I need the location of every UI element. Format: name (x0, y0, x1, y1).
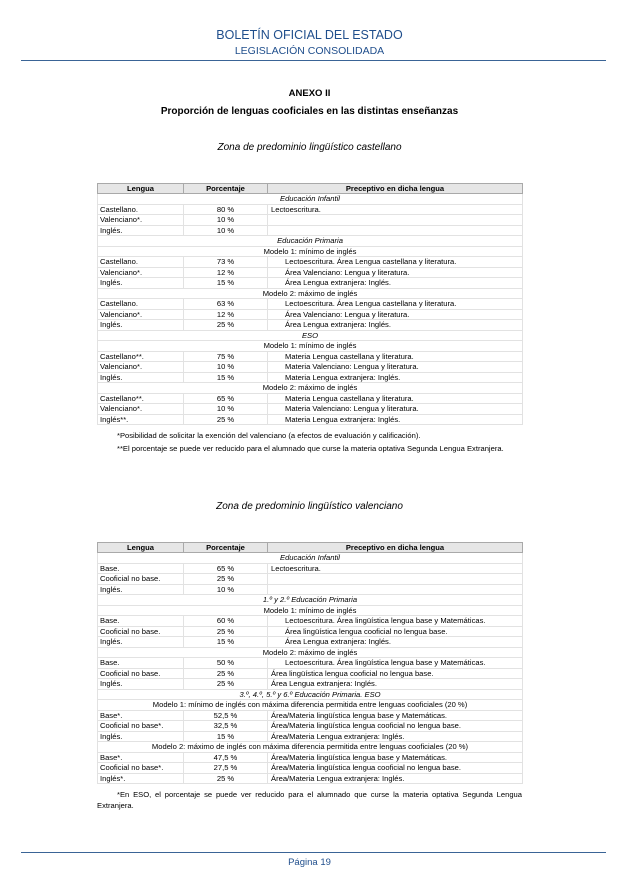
table-row (98, 731, 523, 742)
preceptivo-cell: Área Lengua extranjera: Inglés. (268, 320, 523, 331)
table-row (98, 563, 523, 574)
preceptivo-cell: Lectoescritura. (268, 563, 523, 574)
preceptivo-cell: Área Lengua extranjera: Inglés. (268, 637, 523, 648)
lengua-cell: Inglés*. (98, 773, 184, 784)
preceptivo-cell: Materia Valenciano: Lengua y literatura. (268, 404, 523, 415)
preceptivo-cell (268, 215, 523, 226)
lengua-cell: Valenciano*. (98, 309, 184, 320)
footnote-segunda-lengua: **El porcentaje se puede ver reducido para el alumnado que curse la materia optativa Segunda Lengua Extranjera. (117, 444, 504, 453)
table-row (98, 372, 523, 383)
model-heading: Modelo 1: mínimo de inglés (98, 605, 523, 616)
table-row (98, 257, 523, 268)
table-row (98, 710, 523, 721)
preceptivo-cell: Lectoescritura. Área lingüística lengua base y Matemáticas. (268, 616, 523, 627)
table-row (98, 362, 523, 373)
publication-title: BOLETÍN OFICIAL DEL ESTADO (216, 28, 403, 42)
column-header-preceptivo: Preceptivo en dicha lengua (268, 543, 523, 553)
column-header-preceptivo: Preceptivo en dicha lengua (268, 184, 523, 194)
model-heading: Modelo 2: máximo de inglés (98, 647, 523, 658)
preceptivo-cell: Área/Materia lingüística lengua base y Matemáticas. (268, 752, 523, 763)
porcentaje-cell: 80 % (184, 204, 268, 215)
preceptivo-cell: Materia Lengua extranjera: Inglés. (268, 414, 523, 425)
preceptivo-cell: Área/Materia lingüística lengua cooficial no lengua base. (268, 763, 523, 774)
porcentaje-cell: 52,5 % (184, 710, 268, 721)
porcentaje-cell: 15 % (184, 372, 268, 383)
preceptivo-cell: Lectoescritura. Área Lengua castellana y literatura. (268, 257, 523, 268)
section-heading: 1.º y 2.º Educación Primaria (98, 595, 523, 606)
porcentaje-cell: 15 % (184, 278, 268, 289)
lengua-cell: Base. (98, 616, 184, 627)
model-row (98, 288, 523, 299)
porcentaje-cell: 65 % (184, 563, 268, 574)
lengua-cell: Valenciano*. (98, 404, 184, 415)
preceptivo-cell: Lectoescritura. (268, 204, 523, 215)
table-zone-castellano (97, 183, 523, 425)
lengua-cell: Cooficial no base. (98, 668, 184, 679)
lengua-cell: Inglés. (98, 278, 184, 289)
lengua-cell: Castellano. (98, 257, 184, 268)
table-row (98, 668, 523, 679)
porcentaje-cell: 65 % (184, 393, 268, 404)
publication-subtitle: LEGISLACIÓN CONSOLIDADA (234, 45, 385, 57)
table-row (98, 320, 523, 331)
lengua-cell: Base*. (98, 710, 184, 721)
preceptivo-cell: Materia Valenciano: Lengua y literatura. (268, 362, 523, 373)
lengua-cell: Cooficial no base*. (98, 763, 184, 774)
porcentaje-cell: 10 % (184, 404, 268, 415)
model-row (98, 742, 523, 753)
preceptivo-cell: Materia Lengua castellana y literatura. (268, 351, 523, 362)
porcentaje-cell: 32,5 % (184, 721, 268, 732)
lengua-cell: Base. (98, 658, 184, 669)
lengua-cell: Base. (98, 563, 184, 574)
porcentaje-cell: 10 % (184, 215, 268, 226)
preceptivo-cell: Área/Materia Lengua extranjera: Inglés. (268, 731, 523, 742)
preceptivo-cell: Área/Materia lingüística lengua base y Matemáticas. (268, 710, 523, 721)
porcentaje-cell: 75 % (184, 351, 268, 362)
model-heading: Modelo 1: mínimo de inglés (98, 341, 523, 352)
footnote-eso: *En ESO, el porcentaje se puede ver reducido para el alumnado que curse la materia optativa Segunda Lengua Extranjera. (97, 790, 522, 810)
lengua-cell: Inglés. (98, 637, 184, 648)
column-header-porcentaje: Porcentaje (184, 543, 268, 553)
preceptivo-cell (268, 584, 523, 595)
footnote-exencion: *Posibilidad de solicitar la exención del valenciano (a efectos de evaluación y calificación). (117, 431, 421, 440)
porcentaje-cell: 47,5 % (184, 752, 268, 763)
lengua-cell: Inglés. (98, 320, 184, 331)
porcentaje-cell: 27,5 % (184, 763, 268, 774)
table-row (98, 215, 523, 226)
table-header-row (98, 184, 523, 194)
porcentaje-cell: 12 % (184, 309, 268, 320)
footer-divider (21, 852, 606, 853)
preceptivo-cell: Área Valenciano: Lengua y literatura. (268, 309, 523, 320)
lengua-cell: Inglés. (98, 372, 184, 383)
table-row (98, 637, 523, 648)
document-header (0, 28, 619, 58)
lengua-cell: Inglés. (98, 731, 184, 742)
porcentaje-cell: 25 % (184, 668, 268, 679)
model-row (98, 341, 523, 352)
annex-label: ANEXO II (288, 88, 331, 99)
lengua-cell: Inglés**. (98, 414, 184, 425)
model-heading: Modelo 2: máximo de inglés con máxima diferencia permitida entre lenguas cooficiales (20 %) (98, 742, 523, 753)
table-row (98, 204, 523, 215)
porcentaje-cell: 15 % (184, 731, 268, 742)
lengua-cell: Inglés. (98, 679, 184, 690)
porcentaje-cell: 12 % (184, 267, 268, 278)
preceptivo-cell: Materia Lengua castellana y literatura. (268, 393, 523, 404)
porcentaje-cell: 25 % (184, 414, 268, 425)
porcentaje-cell: 25 % (184, 320, 268, 331)
preceptivo-cell (268, 574, 523, 585)
porcentaje-cell: 25 % (184, 626, 268, 637)
section-row (98, 553, 523, 564)
model-row (98, 383, 523, 394)
column-header-lengua: Lengua (98, 184, 184, 194)
lengua-cell: Castellano. (98, 299, 184, 310)
table-row (98, 267, 523, 278)
table-zone-valenciano (97, 542, 523, 784)
section-heading: ESO (98, 330, 523, 341)
preceptivo-cell (268, 225, 523, 236)
model-heading: Modelo 1: mínimo de inglés (98, 246, 523, 257)
porcentaje-cell: 25 % (184, 773, 268, 784)
porcentaje-cell: 50 % (184, 658, 268, 669)
lengua-cell: Cooficial no base. (98, 574, 184, 585)
model-heading: Modelo 2: máximo de inglés (98, 288, 523, 299)
preceptivo-cell: Lectoescritura. Área Lengua castellana y literatura. (268, 299, 523, 310)
preceptivo-cell: Área Valenciano: Lengua y literatura. (268, 267, 523, 278)
lengua-cell: Castellano. (98, 204, 184, 215)
table-row (98, 414, 523, 425)
zone-castellano-title: Zona de predominio lingüístico castellano (217, 142, 402, 153)
porcentaje-cell: 63 % (184, 299, 268, 310)
porcentaje-cell: 10 % (184, 362, 268, 373)
preceptivo-cell: Área Lengua extranjera: Inglés. (268, 278, 523, 289)
preceptivo-cell: Materia Lengua extranjera: Inglés. (268, 372, 523, 383)
lengua-cell: Castellano**. (98, 393, 184, 404)
table-row (98, 763, 523, 774)
model-row (98, 700, 523, 711)
porcentaje-cell: 10 % (184, 225, 268, 236)
lengua-cell: Valenciano*. (98, 215, 184, 226)
preceptivo-cell: Área lingüística lengua cooficial no lengua base. (268, 668, 523, 679)
zone-valenciano-title: Zona de predominio lingüístico valenciano (216, 501, 403, 512)
model-row (98, 605, 523, 616)
porcentaje-cell: 15 % (184, 637, 268, 648)
preceptivo-cell: Área lingüística lengua cooficial no lengua base. (268, 626, 523, 637)
section-row (98, 330, 523, 341)
table-row (98, 679, 523, 690)
lengua-cell: Valenciano*. (98, 267, 184, 278)
lengua-cell: Cooficial no base*. (98, 721, 184, 732)
porcentaje-cell: 10 % (184, 584, 268, 595)
section-row (98, 689, 523, 700)
porcentaje-cell: 60 % (184, 616, 268, 627)
page-number: Página 19 (288, 857, 331, 868)
section-heading: 3.º, 4.º, 5.º y 6.º Educación Primaria. ESO (98, 689, 523, 700)
section-row (98, 236, 523, 247)
annex-title: Proporción de lenguas cooficiales en las distintas enseñanzas (160, 106, 459, 117)
preceptivo-cell: Área/Materia lingüística lengua cooficial no lengua base. (268, 721, 523, 732)
section-heading: Educación Primaria (98, 236, 523, 247)
header-divider (21, 60, 606, 61)
porcentaje-cell: 73 % (184, 257, 268, 268)
model-row (98, 647, 523, 658)
lengua-cell: Inglés. (98, 584, 184, 595)
table-row (98, 658, 523, 669)
preceptivo-cell: Área/Materia Lengua extranjera: Inglés. (268, 773, 523, 784)
model-heading: Modelo 2: máximo de inglés (98, 383, 523, 394)
porcentaje-cell: 25 % (184, 574, 268, 585)
porcentaje-cell: 25 % (184, 679, 268, 690)
table-row (98, 584, 523, 595)
table-row (98, 309, 523, 320)
preceptivo-cell: Área Lengua extranjera: Inglés. (268, 679, 523, 690)
table-row (98, 626, 523, 637)
table-row (98, 574, 523, 585)
table-row (98, 404, 523, 415)
section-row (98, 595, 523, 606)
table-row (98, 752, 523, 763)
table-row (98, 225, 523, 236)
lengua-cell: Castellano**. (98, 351, 184, 362)
model-row (98, 246, 523, 257)
column-header-porcentaje: Porcentaje (184, 184, 268, 194)
section-heading: Educación Infantil (98, 553, 523, 564)
table-row (98, 278, 523, 289)
lengua-cell: Valenciano*. (98, 362, 184, 373)
section-row (98, 194, 523, 205)
preceptivo-cell: Lectoescritura. Área lingüística lengua base y Matemáticas. (268, 658, 523, 669)
table-row (98, 351, 523, 362)
lengua-cell: Inglés. (98, 225, 184, 236)
table-row (98, 299, 523, 310)
section-heading: Educación Infantil (98, 194, 523, 205)
model-heading: Modelo 1: mínimo de inglés con máxima diferencia permitida entre lenguas cooficiales (20 %) (98, 700, 523, 711)
lengua-cell: Cooficial no base. (98, 626, 184, 637)
table-row (98, 393, 523, 404)
table-header-row (98, 543, 523, 553)
column-header-lengua: Lengua (98, 543, 184, 553)
table-row (98, 616, 523, 627)
lengua-cell: Base*. (98, 752, 184, 763)
table-row (98, 721, 523, 732)
table-row (98, 773, 523, 784)
